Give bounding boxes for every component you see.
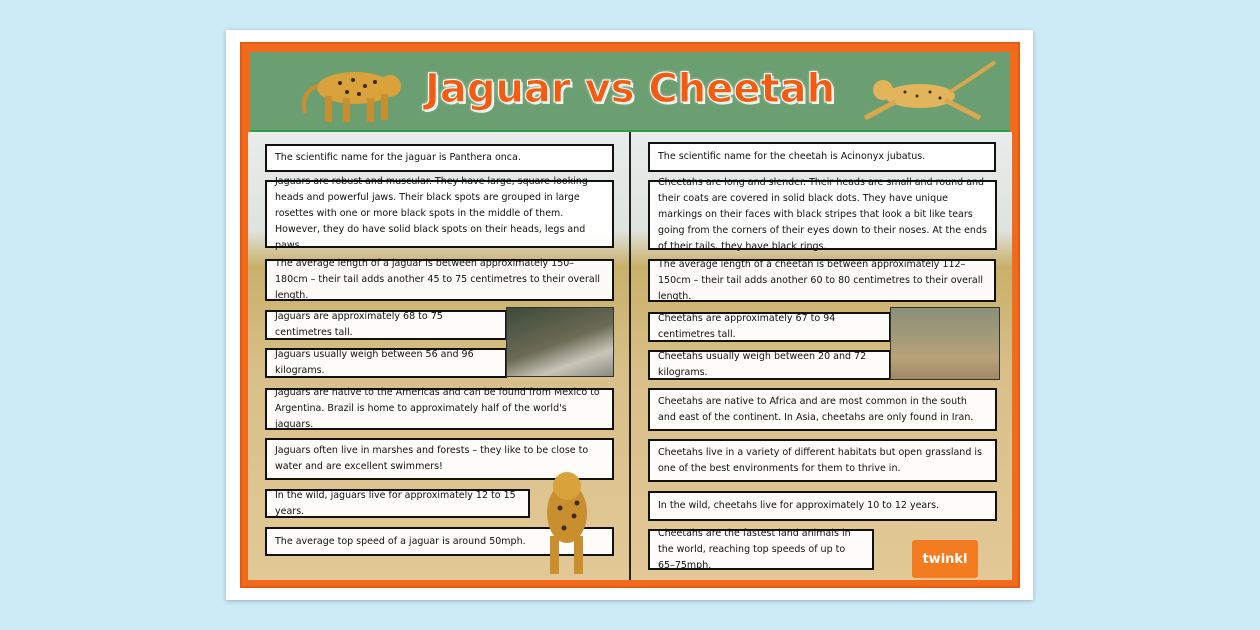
cheetah-fact-6: Cheetahs are native to Africa and are most common in the south and east of the continent. In Asia, cheetahs are only found in Iran. xyxy=(648,388,997,431)
jaguar-fact-9: The average top speed of a jaguar is around 50mph. xyxy=(265,527,614,556)
jaguar-fact-8: In the wild, jaguars live for approximately 12 to 15 years. xyxy=(265,489,530,518)
jaguar-photo xyxy=(506,307,614,377)
twinkl-logo: twinkl xyxy=(912,540,978,578)
jaguar-fact-3: The average length of a jaguar is between approximately 150–180cm – their tail adds another 45 to 75 centimetres to their overall length. xyxy=(265,259,614,301)
jaguar-illustration xyxy=(295,58,410,126)
cheetah-fact-5: Cheetahs usually weigh between 20 and 72 kilograms. xyxy=(648,350,891,380)
cheetah-fact-4: Cheetahs are approximately 67 to 94 centimetres tall. xyxy=(648,312,891,342)
column-divider xyxy=(629,132,631,580)
jaguar-walking-illustration xyxy=(522,468,612,578)
jaguar-fact-1: The scientific name for the jaguar is Panthera onca. xyxy=(265,144,614,172)
cheetah-fact-8: In the wild, cheetahs live for approximately 10 to 12 years. xyxy=(648,491,997,521)
jaguar-fact-6: Jaguars are native to the Americas and can be found from Mexico to Argentina. Brazil is home to approximately half of the world's jaguars. xyxy=(265,388,614,430)
jaguar-fact-5: Jaguars usually weigh between 56 and 96 kilograms. xyxy=(265,348,507,378)
cheetah-fact-2: Cheetahs are long and slender. Their heads are small and round and their coats are covered in solid black dots. They have unique markings on their faces with black stripes that look a bit like tears going from the corners of their eyes down to their noses. At the ends of their tails, they have black rings. xyxy=(648,180,997,250)
poster-header xyxy=(250,52,1010,132)
cheetah-fact-7: Cheetahs live in a variety of different habitats but open grassland is one of the best environments for them to thrive in. xyxy=(648,439,997,482)
cheetah-fact-3: The average length of a cheetah is between approximately 112–150cm – their tail adds another 60 to 80 centimetres to their overall length. xyxy=(648,259,996,302)
jaguar-fact-4: Jaguars are approximately 68 to 75 centimetres tall. xyxy=(265,310,507,340)
jaguar-fact-2: Jaguars are robust and muscular. They have large, square-looking heads and powerful jaws. Their black spots are grouped in large rosettes with one or more black spots in the middle of them. However, they do have solid black spots on their heads, legs and paws. xyxy=(265,180,614,248)
cheetah-photo xyxy=(890,307,1000,380)
poster-title: Jaguar vs Cheetah xyxy=(424,66,836,112)
cheetah-fact-1: The scientific name for the cheetah is Acinonyx jubatus. xyxy=(648,142,996,172)
jaguar-fact-7: Jaguars often live in marshes and forests – they like to be close to water and are excellent swimmers! xyxy=(265,438,614,480)
cheetah-illustration xyxy=(855,56,1005,126)
cheetah-fact-9: Cheetahs are the fastest land animals in the world, reaching top speeds of up to 65–75mph. xyxy=(648,529,874,570)
